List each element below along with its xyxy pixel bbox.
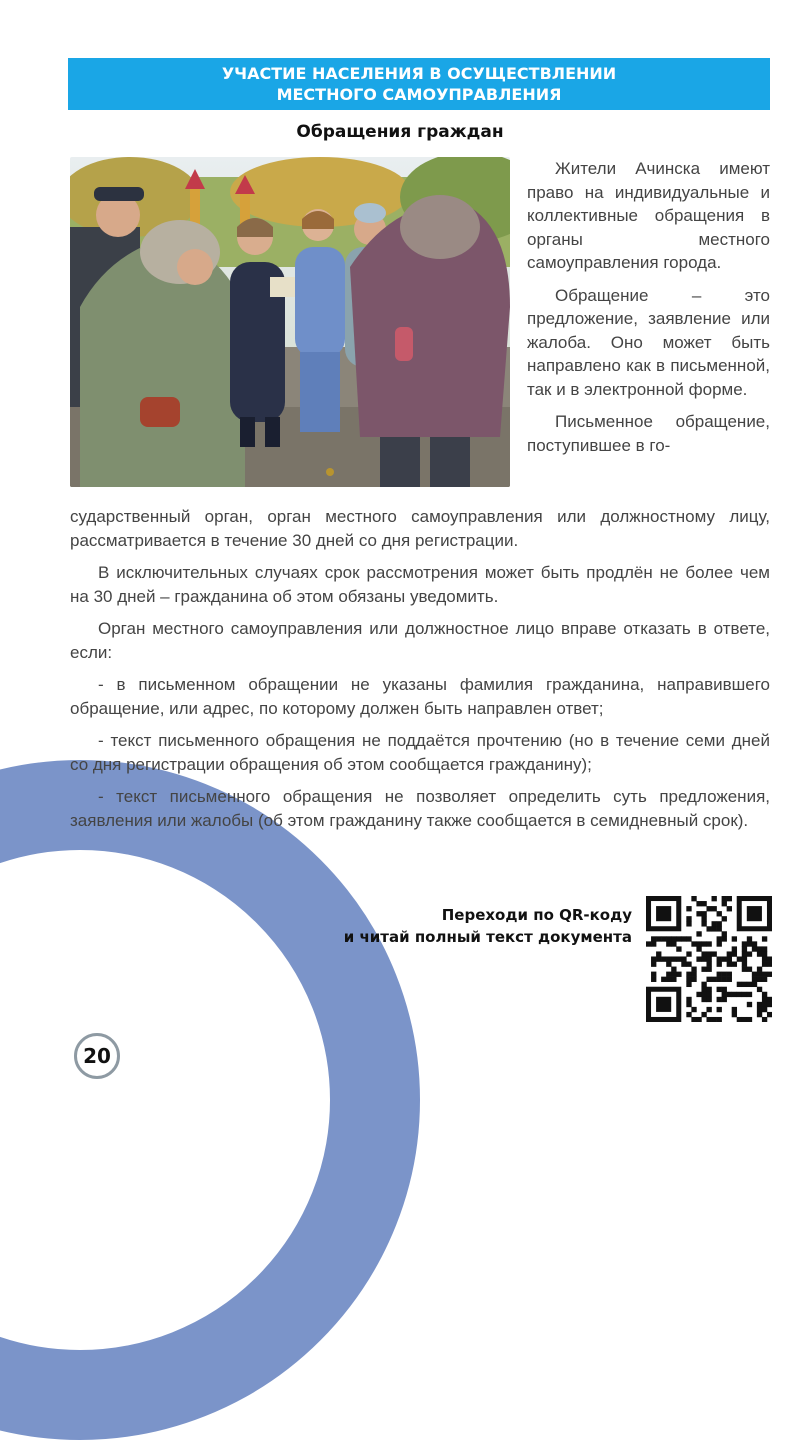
paragraph: - текст письменного обращения не поддаётся прочтению (но в течение семи дней со дня регистрации обращения об этом сообщается гражданину); — [70, 731, 770, 774]
qr-module — [722, 931, 727, 936]
qr-module — [686, 972, 691, 977]
qr-module — [701, 982, 706, 987]
qr-module — [701, 911, 706, 916]
qr-module — [757, 987, 762, 992]
qr-module — [727, 972, 732, 977]
section-title: Обращения граждан — [296, 122, 504, 142]
qr-module — [691, 967, 696, 972]
qr-module — [681, 962, 686, 967]
qr-module — [656, 956, 661, 961]
qr-module — [722, 916, 727, 921]
paragraph: Орган местного самоуправления или должностное лицо вправе отказать в ответе, если: — [70, 619, 770, 662]
qr-module — [747, 992, 752, 997]
qr-module — [701, 992, 706, 997]
qr-finder — [656, 997, 671, 1012]
qr-module — [722, 936, 727, 941]
qr-module — [767, 972, 772, 977]
qr-module — [737, 982, 742, 987]
qr-module — [666, 977, 671, 982]
qr-module — [706, 962, 711, 967]
qr-module — [666, 936, 671, 941]
qr-module — [686, 916, 691, 921]
qr-module — [722, 901, 727, 906]
qr-module — [727, 906, 732, 911]
qr-module — [706, 992, 711, 997]
qr-module — [717, 921, 722, 926]
qr-module — [742, 982, 747, 987]
qr-module — [676, 956, 681, 961]
qr-code-icon[interactable] — [646, 896, 772, 1022]
qr-module — [666, 956, 671, 961]
qr-module — [747, 967, 752, 972]
qr-module — [712, 926, 717, 931]
qr-module — [727, 956, 732, 961]
qr-module — [706, 977, 711, 982]
qr-module — [686, 951, 691, 956]
qr-module — [717, 972, 722, 977]
qr-module — [691, 941, 696, 946]
qr-module — [661, 956, 666, 961]
qr-module — [706, 1007, 711, 1012]
qr-module — [747, 941, 752, 946]
qr-module — [661, 977, 666, 982]
qr-module — [686, 977, 691, 982]
qr-module — [717, 941, 722, 946]
qr-module — [752, 977, 757, 982]
qr-module — [747, 936, 752, 941]
qr-module — [686, 997, 691, 1002]
qr-module — [686, 936, 691, 941]
qr-module — [686, 1002, 691, 1007]
qr-module — [742, 951, 747, 956]
qr-module — [717, 987, 722, 992]
qr-module — [691, 972, 696, 977]
qr-module — [727, 951, 732, 956]
qr-module — [742, 946, 747, 951]
qr-module — [696, 992, 701, 997]
qr-module — [762, 962, 767, 967]
qr-module — [742, 992, 747, 997]
qr-module — [701, 956, 706, 961]
paragraph-continued: сударственный орган, орган местного самоуправления или должностному лицу, рассматривается в течение 30 дней со дня регистрации. — [70, 507, 770, 550]
qr-module — [752, 941, 757, 946]
qr-module — [757, 977, 762, 982]
qr-module — [762, 956, 767, 961]
qr-module — [717, 1007, 722, 1012]
qr-module — [762, 936, 767, 941]
qr-module — [661, 936, 666, 941]
qr-module — [762, 977, 767, 982]
qr-label-line-1: Переходи по QR-коду — [441, 906, 632, 924]
qr-module — [681, 956, 686, 961]
qr-module — [691, 1007, 696, 1012]
qr-module — [671, 972, 676, 977]
qr-module — [747, 1017, 752, 1022]
qr-module — [722, 896, 727, 901]
qr-module — [727, 896, 732, 901]
qr-module — [742, 956, 747, 961]
paragraph: - в письменном обращении не указаны фамилия гражданина, направившего обращение, или адрес, по которому должен быть направлен ответ; — [70, 675, 770, 718]
qr-module — [676, 972, 681, 977]
qr-module — [676, 936, 681, 941]
qr-module — [696, 901, 701, 906]
qr-module — [717, 926, 722, 931]
qr-module — [722, 997, 727, 1002]
full-width-text — [70, 505, 770, 841]
qr-module — [717, 911, 722, 916]
qr-module — [706, 997, 711, 1002]
qr-module — [686, 962, 691, 967]
qr-module — [712, 906, 717, 911]
qr-module — [767, 956, 772, 961]
qr-module — [717, 962, 722, 967]
qr-module — [696, 1017, 701, 1022]
qr-module — [752, 946, 757, 951]
qr-module — [691, 1017, 696, 1022]
qr-module — [717, 977, 722, 982]
qr-module — [742, 962, 747, 967]
qr-module — [752, 972, 757, 977]
qr-module — [651, 962, 656, 967]
qr-module — [712, 921, 717, 926]
qr-module — [717, 1017, 722, 1022]
qr-module — [762, 1017, 767, 1022]
qr-label-line-2: и читай полный текст документа — [343, 928, 632, 946]
qr-module — [706, 1017, 711, 1022]
qr-module — [712, 951, 717, 956]
qr-module — [757, 1002, 762, 1007]
qr-module — [696, 946, 701, 951]
qr-module — [747, 951, 752, 956]
page-number: 20 — [74, 1033, 120, 1079]
qr-module — [762, 992, 767, 997]
qr-module — [686, 906, 691, 911]
photo-residents-meeting — [70, 157, 510, 487]
qr-module — [691, 977, 696, 982]
qr-module — [712, 977, 717, 982]
qr-module — [651, 972, 656, 977]
qr-module — [712, 896, 717, 901]
qr-module — [696, 956, 701, 961]
qr-module — [701, 1012, 706, 1017]
qr-module — [762, 1002, 767, 1007]
qr-module — [752, 982, 757, 987]
qr-module — [671, 936, 676, 941]
qr-module — [757, 946, 762, 951]
qr-module — [666, 962, 671, 967]
qr-module — [666, 972, 671, 977]
qr-module — [732, 1007, 737, 1012]
qr-module — [646, 941, 651, 946]
qr-module — [732, 946, 737, 951]
qr-module — [666, 941, 671, 946]
qr-module — [767, 1012, 772, 1017]
qr-module — [762, 946, 767, 951]
qr-module — [727, 992, 732, 997]
qr-module — [767, 962, 772, 967]
qr-module — [656, 936, 661, 941]
qr-module — [737, 956, 742, 961]
qr-module — [671, 941, 676, 946]
qr-module — [701, 987, 706, 992]
qr-module — [742, 941, 747, 946]
qr-module — [696, 941, 701, 946]
qr-module — [686, 982, 691, 987]
paragraph: Обращение – это предложение, заявление или жалоба. Оно может быть направлено как в письменной, так и в электронной форме. — [527, 285, 770, 399]
qr-finder — [747, 906, 762, 921]
qr-module — [651, 936, 656, 941]
qr-module — [757, 1007, 762, 1012]
qr-module — [706, 941, 711, 946]
qr-module — [757, 967, 762, 972]
qr-module — [651, 941, 656, 946]
paragraph: Жители Ачинска имеют право на индивидуальные и коллективные обращения в органы местного самоуправления города. — [527, 159, 770, 272]
qr-module — [706, 906, 711, 911]
qr-code-graphic — [646, 896, 772, 1022]
qr-module — [701, 951, 706, 956]
qr-module — [706, 956, 711, 961]
qr-module — [762, 972, 767, 977]
qr-module — [651, 977, 656, 982]
paragraph-start: Письменное обращение, поступившее в го- — [527, 412, 770, 455]
qr-module — [671, 977, 676, 982]
qr-module — [706, 967, 711, 972]
qr-module — [686, 921, 691, 926]
qr-module — [737, 992, 742, 997]
qr-module — [762, 1007, 767, 1012]
qr-module — [706, 951, 711, 956]
qr-module — [732, 1012, 737, 1017]
qr-module — [681, 936, 686, 941]
qr-module — [701, 967, 706, 972]
qr-module — [727, 977, 732, 982]
qr-module — [722, 987, 727, 992]
qr-module — [686, 1012, 691, 1017]
decorative-arc — [0, 760, 420, 1440]
qr-module — [717, 936, 722, 941]
qr-module — [762, 997, 767, 1002]
qr-module — [742, 1017, 747, 1022]
qr-module — [706, 987, 711, 992]
qr-module — [732, 936, 737, 941]
qr-module — [717, 997, 722, 1002]
header-line-2: МЕСТНОГО САМОУПРАВЛЕНИЯ — [276, 85, 562, 104]
qr-module — [696, 911, 701, 916]
qr-module — [722, 992, 727, 997]
paragraph: - текст письменного обращения не позволяет определить суть предложения, заявления или жалобы (об этом гражданину также сообщается в семидневный срок). — [70, 787, 770, 830]
qr-module — [717, 956, 722, 961]
qr-module — [737, 1017, 742, 1022]
qr-module — [676, 946, 681, 951]
header-banner — [68, 58, 770, 110]
qr-module — [671, 956, 676, 961]
qr-module — [722, 972, 727, 977]
qr-module — [767, 997, 772, 1002]
qr-module — [762, 951, 767, 956]
qr-module — [712, 1017, 717, 1022]
qr-module — [757, 951, 762, 956]
qr-module — [696, 931, 701, 936]
qr-module — [757, 972, 762, 977]
qr-module — [722, 956, 727, 961]
qr-module — [757, 1012, 762, 1017]
qr-module — [732, 962, 737, 967]
qr-module — [671, 967, 676, 972]
qr-module — [701, 941, 706, 946]
qr-module — [701, 916, 706, 921]
qr-module — [701, 921, 706, 926]
qr-module — [747, 982, 752, 987]
qr-module — [701, 997, 706, 1002]
qr-module — [767, 1002, 772, 1007]
qr-module — [732, 992, 737, 997]
qr-module — [706, 926, 711, 931]
qr-label — [344, 904, 632, 948]
photo-residents — [70, 157, 510, 487]
paragraph: В исключительных случаях срок рассмотрения может быть продлён не более чем на 30 дней – гражданина об этом обязаны уведомить. — [70, 563, 770, 606]
right-column-text — [527, 157, 770, 466]
qr-module — [742, 967, 747, 972]
qr-module — [701, 901, 706, 906]
qr-finder — [656, 906, 671, 921]
header-line-1: УЧАСТИЕ НАСЕЛЕНИЯ В ОСУЩЕСТВЛЕНИИ — [221, 64, 617, 83]
qr-module — [656, 951, 661, 956]
qr-module — [722, 977, 727, 982]
qr-module — [727, 962, 732, 967]
qr-module — [691, 896, 696, 901]
qr-module — [732, 951, 737, 956]
qr-module — [651, 956, 656, 961]
qr-module — [747, 1002, 752, 1007]
